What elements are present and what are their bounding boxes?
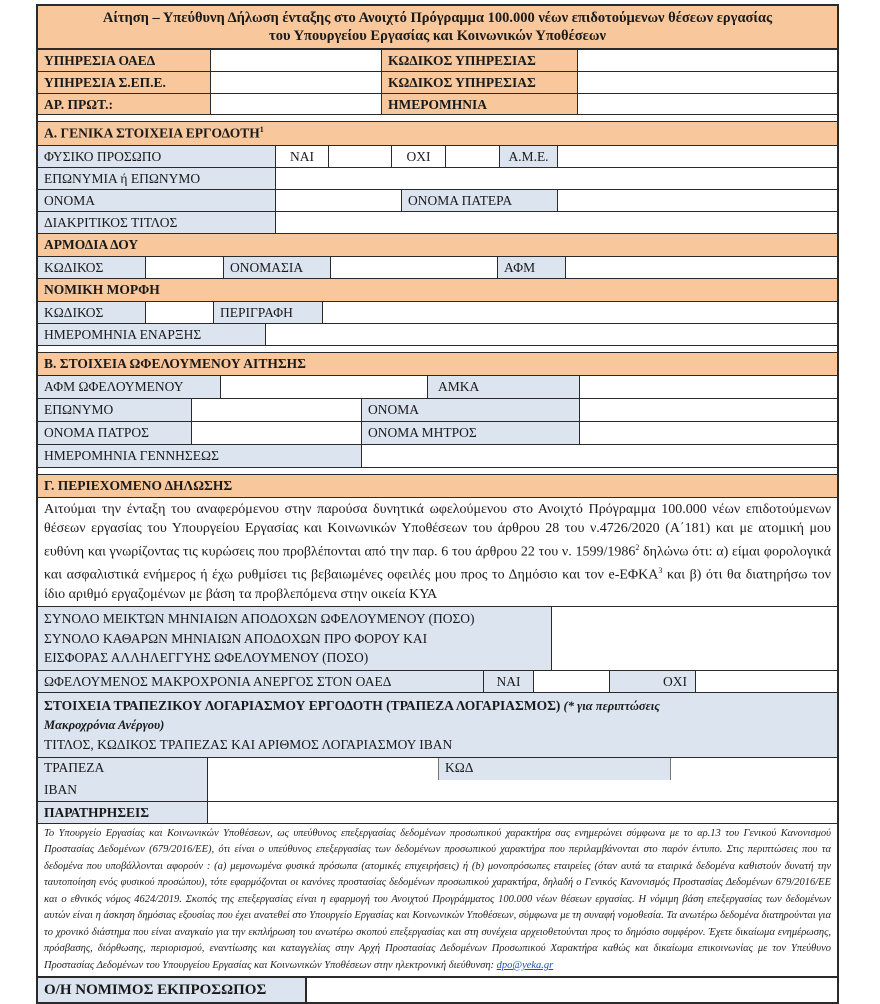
bank-title <box>44 696 831 716</box>
onoma-patera-input[interactable] <box>558 190 837 211</box>
label-nomimos-ekprosopos: Ο/Η ΝΟΜΙΜΟΣ ΕΚΠΡΟΣΩΠΟΣ <box>38 978 307 1002</box>
bank-inputs <box>208 758 837 801</box>
bank-note <box>44 716 831 734</box>
row-eponymo-onoma <box>38 399 837 422</box>
label-onoma: ΟΝΟΜΑ <box>38 190 276 211</box>
apodoxes-inputs <box>552 607 837 670</box>
label-ypiresia-sepe: ΥΠΗΡΕΣΙΑ Σ.ΕΠ.Ε. <box>38 72 211 93</box>
paratiriseis-input[interactable] <box>208 802 837 823</box>
row-patros-mitros <box>38 422 837 445</box>
label-ypiresia-oaed: ΥΠΗΡΕΣΙΑ ΟΑΕΔ <box>38 50 211 71</box>
iban-input[interactable] <box>208 780 837 801</box>
label-perigrafi: ΠΕΡΙΓΡΑΦΗ <box>214 302 323 323</box>
label-synolo-katharon <box>38 629 551 667</box>
section-a-title-text: Α. ΓΕΝΙΚΑ ΣΤΟΙΧΕΙΑ ΕΡΓΟΔΟΤΗ <box>44 125 260 141</box>
ypiresia-sepe-input[interactable] <box>211 72 382 93</box>
row-imerominia-enarxis <box>38 324 837 346</box>
form-title-line2: του Υπουργείου Εργασίας και Κοινωνικών Υποθέσεων <box>269 28 606 44</box>
kodikos-ypiresias-1-input[interactable] <box>578 50 837 71</box>
label-synolo-katharon-line2: ΕΙΣΦΟΡΑΣ ΑΛΛΗΛΕΓΓΥΗΣ ΩΦΕΛΟΥΜΕΝΟΥ (ΠΟΣΟ) <box>44 649 369 665</box>
label-synolo-meikton: ΣΥΝΟΛΟ ΜΕΙΚΤΩΝ ΜΗΝΙΑΙΩΝ ΑΠΟΔΟΧΩΝ ΩΦΕΛΟΥΜΕΝΟΥ (ΠΟΣΟ) <box>44 610 475 626</box>
label-imerominia-genniseos: ΗΜΕΡΟΜΗΝΙΑ ΓΕΝΝΗΣΕΩΣ <box>38 445 362 467</box>
label-synolo-katharon-line1: ΣΥΝΟΛΟ ΚΑΘΑΡΩΝ ΜΗΝΙΑΙΩΝ ΑΠΟΔΟΧΩΝ ΠΡΟ ΦΟΡΟΥ ΚΑΙ <box>44 630 428 646</box>
declaration-text-part3: και β) ότι θα διατηρήσω τον ίδιο αριθμό εργαζομένων με βάση τα προβλεπόμενα στην οικεία ΚΥΑ <box>44 567 831 602</box>
declaration-text <box>38 498 837 607</box>
imerominia-genniseos-input[interactable] <box>362 445 837 467</box>
onoma-patros-input[interactable] <box>192 422 362 444</box>
doy-kodikos-input[interactable] <box>146 257 224 278</box>
onoma-input[interactable] <box>276 190 402 211</box>
oxi-checkbox[interactable] <box>446 146 500 167</box>
onomasia-input[interactable] <box>331 257 498 278</box>
nomimos-ekprosopos-input[interactable] <box>307 978 837 1002</box>
synolo-katharon-input[interactable] <box>552 629 837 669</box>
label-trapeza: ΤΡΑΠΕΖΑ <box>38 758 207 780</box>
ypiresia-oaed-input[interactable] <box>211 50 382 71</box>
trapeza-row <box>208 758 837 780</box>
afm-ofeloumenou-input[interactable] <box>221 376 428 398</box>
label-paratiriseis: ΠΑΡΑΤΗΡΗΣΕΙΣ <box>38 802 208 823</box>
row-bank-details <box>38 758 837 802</box>
form-title <box>38 6 837 50</box>
dpo-email-link[interactable]: dpo@yeka.gr <box>496 959 554 971</box>
imerominia-enarxis-input[interactable] <box>266 324 837 345</box>
label-eponymo: ΕΠΩΝΥΜΟ <box>38 399 192 421</box>
bank-section-header <box>38 693 837 758</box>
label-iban: IBAN <box>38 780 207 801</box>
nai-checkbox[interactable] <box>329 146 392 167</box>
row-afm-amka <box>38 376 837 399</box>
label-onoma-mitros: ΟΝΟΜΑ ΜΗΤΡΟΣ <box>362 422 580 444</box>
row-nomimos-ekprosopos <box>38 978 837 1004</box>
label-fysiko-prosopo: ΦΥΣΙΚΟ ΠΡΟΣΩΠΟ <box>38 146 276 167</box>
footnote-1: 1 <box>259 125 264 134</box>
row-apodoxes <box>38 607 837 671</box>
section-c-title: Γ. ΠΕΡΙΕΧΟΜΕΝΟ ΔΗΛΩΣΗΣ <box>38 475 837 498</box>
kod-input[interactable] <box>671 758 837 780</box>
label-nai: ΝΑΙ <box>276 146 329 167</box>
label-makroxronia-anergos: ΩΦΕΛΟΥΜΕΝΟΣ ΜΑΚΡΟΧΡΟΝΙΑ ΑΝΕΡΓΟΣ ΣΤΟΝ ΟΑΕΔ <box>38 671 484 692</box>
label-eponymia: ΕΠΩΝΥΜΙΑ ή ΕΠΩΝΥΜΟ <box>38 168 276 189</box>
row-fysiko-prosopo <box>38 146 837 168</box>
synolo-meikton-input[interactable] <box>552 607 837 629</box>
kodikos-ypiresias-2-input[interactable] <box>578 72 837 93</box>
label-diakritikos-titlos: ΔΙΑΚΡΙΤΙΚΟΣ ΤΙΤΛΟΣ <box>38 212 276 233</box>
nomiki-kodikos-input[interactable] <box>146 302 214 323</box>
form-title-line1: Αίτηση – Υπεύθυνη Δήλωση ένταξης στο Ανοιχτό Πρόγραμμα 100.000 νέων επιδοτούμενων θέσεων εργασίας <box>102 10 773 26</box>
label-imerominia-enarxis: ΗΜΕΡΟΜΗΝΙΑ ΕΝΑΡΞΗΣ <box>38 324 266 345</box>
label-afm-ofeloumenou: ΑΦΜ ΩΦΕΛΟΥΜΕΝΟΥ <box>38 376 221 398</box>
bank-title-text: ΣΤΟΙΧΕΙΑ ΤΡΑΠΕΖΙΚΟΥ ΛΟΓΑΡΙΑΣΜΟΥ ΕΡΓΟΔΟΤΗ (ΤΡΑΠΕΖΑ ΛΟΓΑΡΙΑΣΜΟΣ) <box>44 697 561 713</box>
trapeza-input[interactable] <box>208 758 438 780</box>
header-row-prot <box>38 94 837 115</box>
label-anergos-nai: ΝΑΙ <box>484 671 534 692</box>
row-doy <box>38 257 837 279</box>
bank-labels <box>38 758 208 801</box>
row-eponymia <box>38 168 837 190</box>
anergos-nai-checkbox[interactable] <box>534 671 610 692</box>
label-doy-kodikos: ΚΩΔΙΚΟΣ <box>38 257 146 278</box>
label-afm: ΑΦΜ <box>498 257 566 278</box>
label-imerominia: ΗΜΕΡΟΜΗΝΙΑ <box>382 94 578 114</box>
label-nomiki-kodikos: ΚΩΔΙΚΟΣ <box>38 302 146 323</box>
bank-note-line1: (* για περιπτώσεις <box>560 698 660 713</box>
onoma-mitros-input[interactable] <box>580 422 837 444</box>
label-kodikos-ypiresias-1: ΚΩΔΙΚΟΣ ΥΠΗΡΕΣΙΑΣ <box>382 50 578 71</box>
label-ar-prot: ΑΡ. ΠΡΩΤ.: <box>38 94 211 114</box>
diakritikos-titlos-input[interactable] <box>276 212 837 233</box>
row-imerominia-genniseos <box>38 445 837 468</box>
row-paratiriseis <box>38 802 837 824</box>
armodia-doy-title: ΑΡΜΟΔΙΑ ΔΟΥ <box>38 234 837 257</box>
apodoxes-labels <box>38 607 552 670</box>
spacer <box>38 468 837 475</box>
b-onoma-input[interactable] <box>580 399 837 421</box>
spacer <box>38 346 837 353</box>
row-nomiki-morfi <box>38 302 837 324</box>
imerominia-input[interactable] <box>578 94 837 114</box>
spacer <box>38 115 837 122</box>
label-onomasia: ΟΝΟΜΑΣΙΑ <box>224 257 331 278</box>
afm-input[interactable] <box>566 257 837 278</box>
section-b-title: Β. ΣΤΟΙΧΕΙΑ ΩΦΕΛΟΥΜΕΝΟΥ ΑΙΤΗΣΗΣ <box>38 353 837 376</box>
row-onoma <box>38 190 837 212</box>
row-makroxronia-anergos <box>38 671 837 693</box>
label-onoma-patros: ΟΝΟΜΑ ΠΑΤΡΟΣ <box>38 422 192 444</box>
privacy-notice-text: Το Υπουργείο Εργασίας και Κοινωνικών Υποθέσεων, ως υπεύθυνος επεξεργασίας δεδομένων προσωπικού χαρακτήρα σας ενημερώνει σύμφωνα με το αρ.13 του Γενικού Κανονισμού Προστασίας Δεδομένων (679/2016/ΕΕ), ότι είναι ο υπεύθυνος επεξεργασίας των δεδομένων προσωπικού χαρακτήρα που περιλαμβάνονται στο παρόν έντυπο. Στις περιπτώσεις που τα δεδομένα που υποβάλλονται αφορούν : (a) μεμονωμένα φυσικά πρόσωπα (ατομικές επιχειρήσεις) ή (b) μονοπρόσωπες εταιρείες (όταν αυτά τα εταιρικά δεδομένα καθιστούν δυνατή την ταυτοποίηση ενός φυσικού προσώπου), τότε εφαρμόζονται οι κανόνες προστασίας δεδομένων προσωπικού χαρακτήρα, δηλαδή ο Γενικός Κανονισμός Προστασίας Δεδομένων 679/2016/ΕΕ και ο εθνικός νόμος 4624/2019. Σκοπός της επεξεργασίας είναι η εφαρμογή του Ανοιχτού Προγράμματος 100.000 νέων θέσεων εργασίας. Η νόμιμη βάση επεξεργασίας των δεδομένων αυτών είναι η άσκηση δημόσιας εξουσίας που έχει ανατεθεί στο Υπουργείο Εργασίας και Κοινωνικών Υποθέσεων, σύμφωνα με τη συναφή νομοθεσία. Τα ανωτέρω δεδομένα διατηρούνται για το χρονικό διάστημα που είναι αναγκαίο για την εκπλήρωση του ανωτέρω σκοπού επεξεργασίας και στη συνέχεια αρχειοθετούνται προς το δημόσιο συμφέρον. Έχετε δικαίωμα ενημέρωσης, πρόσβασης, διόρθωσης, περιορισμού, εναντίωσης και καταγγελίας στην Αρχή Προστασίας Δεδομένων Προσωπικού Χαρακτήρα καθώς και δικαίωμα επικοινωνίας με τον Υπεύθυνο Προστασίας Δεδομένων του Υπουργείου Εργασίας και Κοινωνικών Υποθέσεων στην ηλεκτρονική διεύθυνση: <box>44 827 831 971</box>
declaration-text-part1: Αιτούμαι την ένταξη του αναφερόμενου στην παρούσα δυνητικά ωφελούμενου στο Ανοιχτό Πρόγραμμα 100.000 νέων επιδοτούμενων θέσεων εργασίας του Υπουργείου Εργασίας και Κοινωνικών Υποθέσεων του άρθρου 28 του ν.4726/2020 (Α΄181) και με ατομική μου ευθύνη και γνωρίζοντας τις κυρώσεις που προβλέπονται από την παρ. 6 του άρθρου 22 του ν. 1599/1986 <box>44 501 831 560</box>
footnote-3: 3 <box>658 566 663 576</box>
anergos-oxi-checkbox[interactable] <box>696 671 837 692</box>
label-kod: ΚΩΔ <box>438 758 671 780</box>
footnote-2: 2 <box>635 542 640 552</box>
amka-input[interactable] <box>580 376 837 398</box>
label-b-onoma: ΟΝΟΜΑ <box>362 399 580 421</box>
label-amka: ΑΜΚΑ <box>428 376 580 398</box>
label-anergos-oxi: ΟΧΙ <box>610 671 696 692</box>
row-diakritikos-titlos <box>38 212 837 234</box>
eponymo-input[interactable] <box>192 399 362 421</box>
header-row-oaed <box>38 50 837 72</box>
ar-prot-input[interactable] <box>211 94 382 114</box>
label-oxi: ΟΧΙ <box>392 146 446 167</box>
label-kodikos-ypiresias-2: ΚΩΔΙΚΟΣ ΥΠΗΡΕΣΙΑΣ <box>382 72 578 93</box>
perigrafi-input[interactable] <box>323 302 837 323</box>
ame-input[interactable] <box>558 146 837 167</box>
privacy-notice <box>38 824 837 979</box>
label-ame: Α.Μ.Ε. <box>500 146 558 167</box>
nomiki-morfi-title: ΝΟΜΙΚΗ ΜΟΡΦΗ <box>38 279 837 302</box>
header-row-sepe <box>38 72 837 94</box>
section-a-title <box>38 122 837 146</box>
application-form <box>36 4 839 1004</box>
eponymia-input[interactable] <box>276 168 837 189</box>
label-onoma-patera: ΟΝΟΜΑ ΠΑΤΕΡΑ <box>402 190 558 211</box>
declaration-text-part2: δηλώνω ότι: α) είμαι φορολογικά και ασφαλιστικά ενήμερος ή έχω ρυθμίσει τις βεβαιωμένες οφειλές μου προς το Δημόσιο και τον e-ΕΦΚΑ <box>44 544 831 583</box>
bank-subtitle: ΤΙΤΛΟΣ, ΚΩΔΙΚΟΣ ΤΡΑΠΕΖΑΣ ΚΑΙ ΑΡΙΘΜΟΣ ΛΟΓΑΡΙΑΣΜΟΥ IBAN <box>44 736 453 752</box>
bank-note-line2: Μακροχρόνια Ανέργου) <box>44 717 165 732</box>
